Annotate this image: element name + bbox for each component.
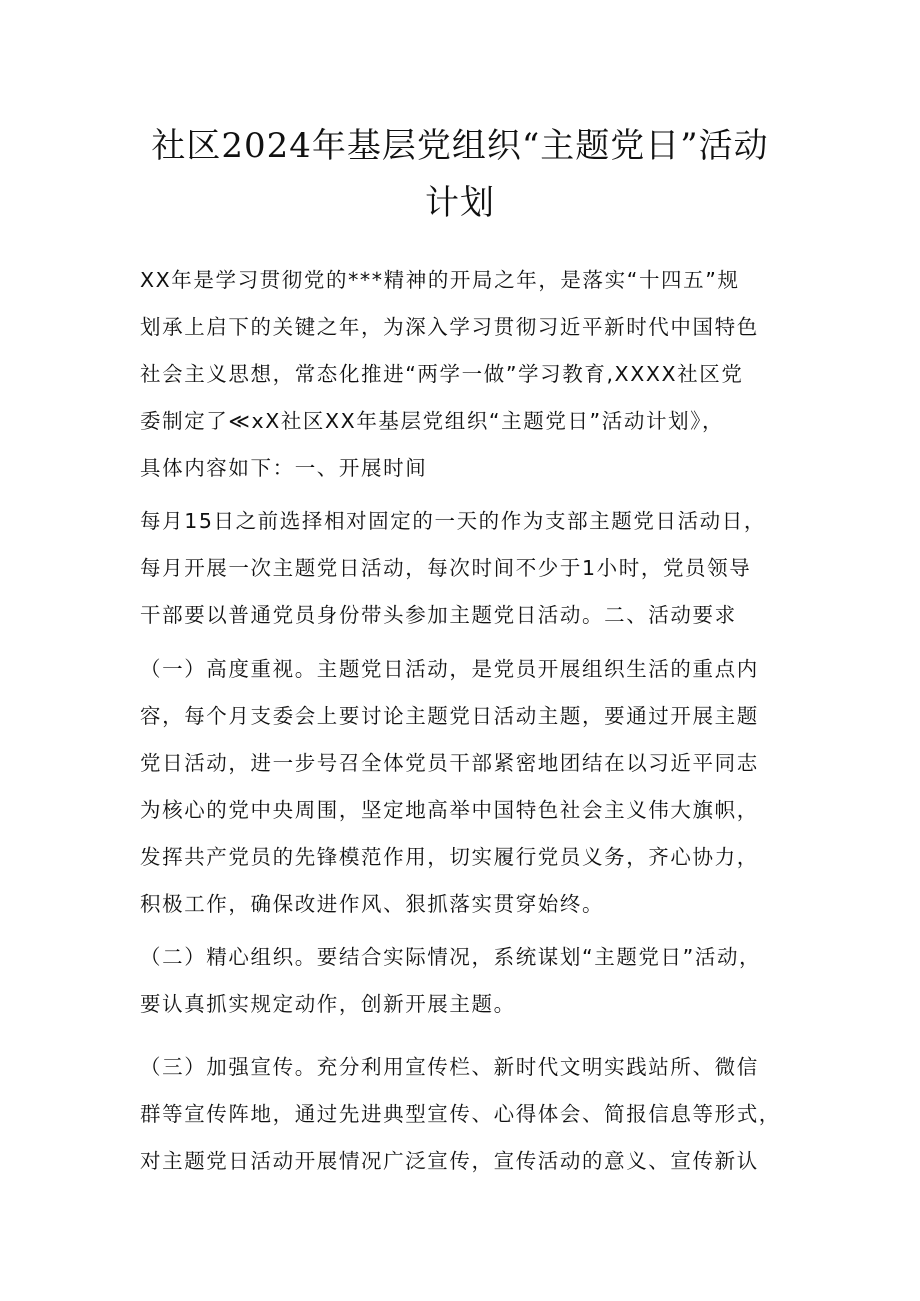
paragraph-line: 每月开展一次主题党日活动，每次时间不少于1小时，党员领导 [140, 556, 752, 580]
paragraph-line: XX年是学习贯彻党的***精神的开局之年，是落实“十四五”规 [140, 268, 740, 292]
paragraph-line: 划承上启下的关键之年，为深入学习贯彻习近平新时代中国特色 [140, 315, 759, 339]
paragraph-line: 对主题党日活动开展情况广泛宣传，宣传活动的意义、宣传新认 [140, 1149, 759, 1173]
paragraph-line: 发挥共产党员的先锋模范作用，切实履行党员义务，齐心协力， [140, 845, 759, 869]
paragraph-line: （二）精心组织。要结合实际情况，系统谋划“主题党日”活动， [140, 945, 762, 969]
paragraph-line: 积极工作，确保改进作风、狠抓落实贯穿始终。 [140, 892, 605, 916]
paragraph-line: 群等宣传阵地，通过先进典型宣传、心得体会、简报信息等形式， [140, 1102, 781, 1126]
paragraph-line: 每月15日之前选择相对固定的一天的作为支部主题党日活动日， [140, 509, 766, 533]
document-title-line-2: 计划 [425, 183, 495, 223]
paragraph-line: 社会主义思想，常态化推进“两学一做”学习教育,XXXX社区党 [140, 362, 744, 386]
paragraph-line: 要认真抓实规定动作，创新开展主题。 [140, 992, 516, 1016]
paragraph-line: 具体内容如下：一、开展时间 [140, 456, 428, 480]
paragraph-line: 党日活动，进一步号召全体党员干部紧密地团结在以习近平同志 [140, 751, 759, 775]
document-title-line-1: 社区2024年基层党组织“主题党日”活动 [151, 126, 769, 166]
paragraph-line: 为核心的党中央周围，坚定地高举中国特色社会主义伟大旗帜， [140, 798, 759, 822]
paragraph-line: 干部要以普通党员身份带头参加主题党日活动。二、活动要求 [140, 603, 737, 627]
paragraph-line: 委制定了≪xX社区XX年基层党组织“主题党日”活动计划》， [140, 409, 725, 433]
paragraph-line: 容，每个月支委会上要讨论主题党日活动主题，要通过开展主题 [140, 704, 759, 728]
paragraph-line: （三）加强宣传。充分利用宣传栏、新时代文明实践站所、微信 [140, 1055, 759, 1079]
paragraph-line: （一）高度重视。主题党日活动，是党员开展组织生活的重点内 [140, 657, 759, 681]
